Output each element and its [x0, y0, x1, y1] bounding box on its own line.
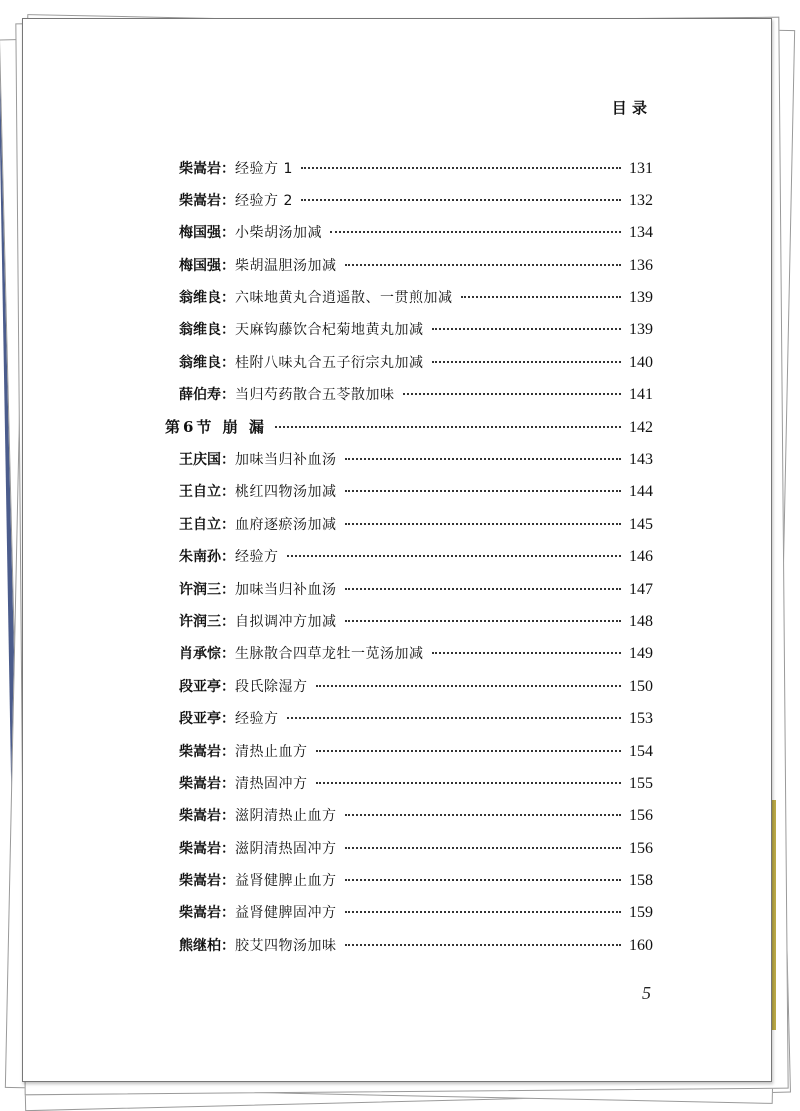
- toc-dot-leader: [345, 866, 622, 882]
- toc-entry-title: 天麻钩藤饮合杞菊地黄丸加减: [235, 322, 424, 339]
- toc-entry-author: 许润三：: [179, 613, 235, 630]
- toc-entry-page-number: 134: [629, 224, 653, 242]
- toc-entry-title: 血府逐瘀汤加减: [235, 516, 337, 533]
- toc-entry-title: 加味当归补血汤: [235, 452, 337, 469]
- toc-entry-page-number: 154: [629, 742, 653, 760]
- toc-entry-page-number: 139: [629, 289, 653, 307]
- toc-entry-title: 经验方: [235, 711, 279, 728]
- toc-dot-leader: [287, 542, 622, 558]
- toc-dot-leader: [301, 153, 621, 169]
- toc-dot-leader: [345, 930, 622, 946]
- toc-entry: [165, 384, 653, 416]
- toc-entry-page-number: 146: [629, 548, 653, 566]
- toc-dot-leader: [345, 833, 622, 849]
- toc-entry-author: 柴嵩岩：: [179, 905, 235, 922]
- toc-entry-page-number: 132: [629, 191, 653, 209]
- toc-dot-leader: [316, 671, 622, 687]
- toc-dot-leader: [345, 574, 622, 590]
- toc-entry-page-number: 142: [629, 419, 653, 437]
- toc-entry-page-number: 156: [629, 839, 653, 857]
- toc-entry-author: 熊继柏：: [179, 937, 235, 954]
- toc-entry-title: 清热固冲方: [235, 775, 308, 792]
- table-of-contents: [165, 157, 653, 967]
- toc-entry-title: 第6节 崩 漏: [165, 418, 267, 437]
- toc-entry-title: 六味地黄丸合逍遥散、一贯煎加减: [235, 290, 453, 307]
- toc-entry-author: 翁维良：: [179, 290, 235, 307]
- toc-entry-page-number: 149: [629, 645, 653, 663]
- toc-entry-page-number: 160: [629, 936, 653, 954]
- toc-dot-leader: [345, 250, 622, 266]
- toc-entry-author: 梅国强：: [179, 257, 235, 274]
- toc-entry-title: 经验方: [235, 549, 279, 566]
- toc-dot-leader: [301, 185, 621, 201]
- toc-entry-author: 段亚亭：: [179, 678, 235, 695]
- toc-entry-author: 柴嵩岩：: [179, 775, 235, 792]
- toc-dot-leader: [432, 315, 622, 331]
- toc-dot-leader: [461, 283, 622, 299]
- toc-dot-leader: [345, 509, 622, 525]
- toc-entry-page-number: 153: [629, 710, 653, 728]
- toc-entry-page-number: 155: [629, 774, 653, 792]
- toc-entry-author: 柴嵩岩：: [179, 743, 235, 760]
- toc-dot-leader: [345, 801, 622, 817]
- toc-entry-author: 王自立：: [179, 484, 235, 501]
- toc-dot-leader: [275, 413, 621, 429]
- toc-entry-page-number: 159: [629, 904, 653, 922]
- toc-entry-title: 加味当归补血汤: [235, 581, 337, 598]
- toc-entry-author: 王自立：: [179, 516, 235, 533]
- toc-entry-page-number: 143: [629, 451, 653, 469]
- toc-dot-leader: [432, 639, 622, 655]
- toc-entry-title: 益肾健脾固冲方: [235, 905, 337, 922]
- toc-entry-title: 柴胡温胆汤加减: [235, 257, 337, 274]
- toc-entry-title: 益肾健脾止血方: [235, 873, 337, 890]
- toc-entry-page-number: 156: [629, 807, 653, 825]
- toc-entry-author: 肖承悰：: [179, 646, 235, 663]
- toc-dot-leader: [345, 606, 622, 622]
- toc-entry-title: 清热止血方: [235, 743, 308, 760]
- toc-entry-page-number: 144: [629, 483, 653, 501]
- toc-dot-leader: [316, 736, 622, 752]
- toc-entry-author: 朱南孙：: [179, 549, 235, 566]
- page-number: 5: [642, 983, 651, 1003]
- toc-entry-title: 经验方 2: [235, 192, 293, 209]
- toc-entry-page-number: 131: [629, 159, 653, 177]
- toc-entry-author: 翁维良：: [179, 354, 235, 371]
- toc-dot-leader: [316, 768, 622, 784]
- toc-entry-title: 自拟调冲方加减: [235, 613, 337, 630]
- toc-entry-title: 当归芍药散合五苓散加味: [235, 387, 395, 404]
- toc-dot-leader: [345, 898, 622, 914]
- toc-entry-author: 梅国强：: [179, 225, 235, 242]
- toc-entry-page-number: 158: [629, 872, 653, 890]
- toc-entry-author: 翁维良：: [179, 322, 235, 339]
- toc-entry-title: 经验方 1: [235, 160, 293, 177]
- document-page: [22, 18, 772, 1082]
- toc-entry-page-number: 141: [629, 386, 653, 404]
- toc-entry-title: 滋阴清热固冲方: [235, 840, 337, 857]
- toc-entry-author: 薛伯寿：: [179, 387, 235, 404]
- toc-entry-author: 王庆国：: [179, 452, 235, 469]
- toc-entry-title: 小柴胡汤加减: [235, 225, 322, 242]
- toc-entry-title: 桃红四物汤加减: [235, 484, 337, 501]
- toc-entry-author: 柴嵩岩：: [179, 160, 235, 177]
- toc-entry-page-number: 150: [629, 677, 653, 695]
- toc-entry-page-number: 139: [629, 321, 653, 339]
- toc-entry-author: 柴嵩岩：: [179, 808, 235, 825]
- toc-entry-title: 生脉散合四草龙牡一苋汤加减: [235, 646, 424, 663]
- toc-entry-page-number: 145: [629, 515, 653, 533]
- toc-entry-author: 柴嵩岩：: [179, 840, 235, 857]
- toc-dot-leader: [403, 380, 622, 396]
- toc-dot-leader: [287, 704, 622, 720]
- toc-entry-page-number: 148: [629, 612, 653, 630]
- toc-entry-page-number: 140: [629, 353, 653, 371]
- toc-dot-leader: [432, 347, 622, 363]
- toc-entry-author: 柴嵩岩：: [179, 873, 235, 890]
- toc-entry-author: 柴嵩岩：: [179, 192, 235, 209]
- toc-entry-author: 许润三：: [179, 581, 235, 598]
- toc-entry-title: 滋阴清热止血方: [235, 808, 337, 825]
- toc-entry-title: 胶艾四物汤加味: [235, 937, 337, 954]
- toc-dot-leader: [345, 445, 622, 461]
- toc-entry-title: 段氏除湿方: [235, 678, 308, 695]
- page-header-title: 目 录: [611, 99, 647, 117]
- toc-entry-title: 桂附八味丸合五子衍宗丸加减: [235, 354, 424, 371]
- toc-entry-page-number: 136: [629, 256, 653, 274]
- toc-entry-page-number: 147: [629, 580, 653, 598]
- toc-entry-author: 段亚亭：: [179, 711, 235, 728]
- toc-dot-leader: [345, 477, 622, 493]
- toc-entry: [165, 934, 653, 966]
- toc-dot-leader: [330, 218, 621, 234]
